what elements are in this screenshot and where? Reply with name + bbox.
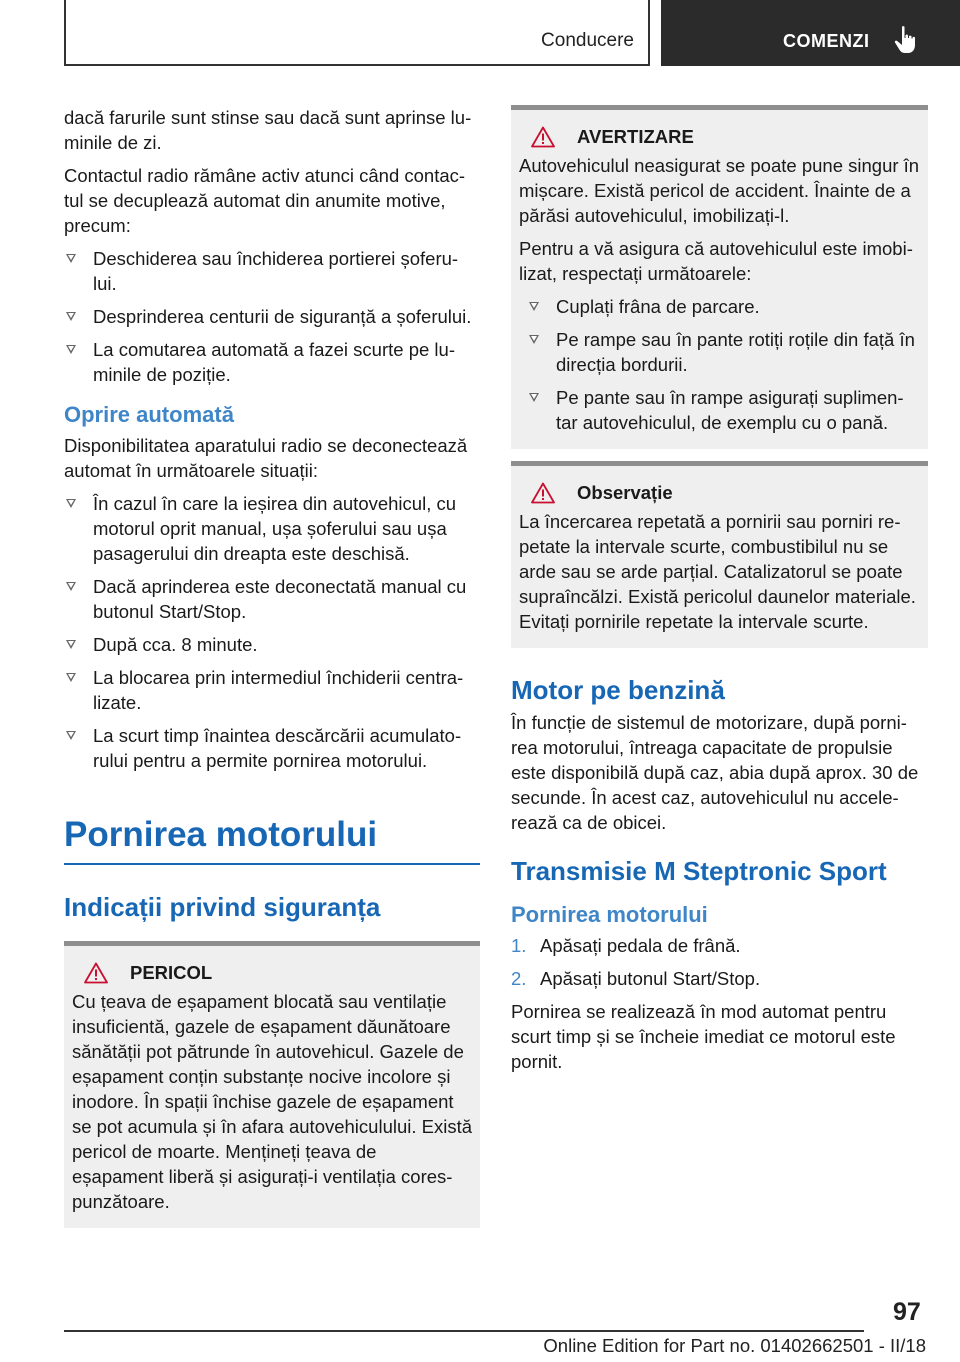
list-item: Dacă aprinderea este deconectată manual cu butonul Start/Stop. (64, 574, 480, 624)
list-item: Cuplați frâna de parcare. (527, 294, 921, 319)
page-number: 97 (893, 1298, 921, 1326)
triangle-bullet-icon (66, 254, 76, 263)
note-text: La încercarea repetată a pornirii sau porniri re-petate la intervale scurte, combustibilul nu se arde sau se arde parțial. Catalizatorul se poate supraîncălzi. Există pericolul daunelor materiale. Evitați pornirile repetate la intervale scurte. (519, 511, 916, 632)
right-column (511, 105, 928, 1082)
triangle-bullet-icon (529, 302, 539, 311)
warning-triangle-icon (531, 482, 555, 504)
warning-text: Autovehiculul neasigurat se poate pune singur în mișcare. Există pericol de accident. Înainte de a părăsi autovehiculul, imobilizați-l. (519, 155, 920, 226)
warning-header (519, 124, 921, 149)
danger-text: Cu țeava de eșapament blocată sau ventilație insuficientă, gazele de eșapament dăunătoare sănătății pot pătrunde în autovehicul. Gazele de eșapament conțin substanțe nocive incolore și inodore. În spații închise gazele de eșapament se pot acumula și în afara autovehiculului. Există pericol de moarte. Mențineți țeava de eșapament liberă și asigurați-i ventilația cores-punzătoare. (72, 991, 473, 1212)
heading-pornirea-motorului: Pornirea motorului (64, 813, 480, 865)
list-item: 1. Apăsați pedala de frână. (511, 935, 741, 956)
warning-title: AVERTIZARE (577, 126, 694, 147)
list-item: Pe pante sau în rampe asigurați suplimen-tar autovehiculul, de exemplu cu o pană. (527, 385, 921, 435)
warning-triangle-icon (531, 126, 555, 148)
danger-title: PERICOL (130, 962, 213, 983)
danger-header (72, 960, 473, 985)
heading-indicatii-siguranta: Indicații privind siguranța (64, 892, 381, 922)
bullet-list (527, 294, 921, 435)
heading-motor-benzina: Motor pe benzină (511, 675, 725, 705)
list-item: Desprinderea centurii de siguranță a șoferului. (64, 304, 480, 329)
list-item: Pe rampe sau în pante rotiți roțile din față în direcția bordurii. (527, 327, 921, 377)
footer-edition: Online Edition for Part no. 01402662501 - II/18 (543, 1335, 926, 1356)
triangle-bullet-icon (66, 731, 76, 740)
list-item: Deschiderea sau închiderea portierei șoferu-lui. (64, 246, 480, 296)
triangle-bullet-icon (529, 393, 539, 402)
bullet-list (64, 491, 480, 773)
warning-text: Pentru a vă asigura că autovehiculul este imobi-lizat, respectați următoarele: (519, 238, 913, 284)
section-title: Conducere (541, 30, 634, 51)
heading-transmisie: Transmisie M Steptronic Sport (511, 856, 887, 886)
triangle-bullet-icon (66, 345, 76, 354)
list-item: 2. Apăsați butonul Start/Stop. (511, 968, 761, 989)
paragraph: Disponibilitatea aparatului radio se deconectează automat în următoarele situații: (64, 435, 468, 481)
paragraph: Pornirea se realizează în mod automat pentru scurt timp și se încheie imediat ce motorul este pornit. (511, 1001, 896, 1072)
hand-pointer-icon (893, 25, 917, 55)
paragraph: Contactul radio rămâne activ atunci când contac-tul se decuplează automat din anumite motive, precum: (64, 165, 466, 236)
triangle-bullet-icon (66, 640, 76, 649)
paragraph: dacă farurile sunt stinse sau dacă sunt aprinse lu-minile de zi. (64, 107, 472, 153)
list-item: La scurt timp înaintea descărcării acumulato-rului pentru a permite pornirea motorului. (64, 723, 480, 773)
list-item: În cazul în care la ieșirea din autovehicul, cu motorul oprit manual, ușa șoferului sau ușa pasagerului din dreapta este deschisă. (64, 491, 480, 566)
list-item: După cca. 8 minute. (64, 632, 480, 657)
triangle-bullet-icon (66, 582, 76, 591)
chapter-title: COMENZI (783, 31, 870, 51)
note-title: Observație (577, 482, 673, 503)
header-section-tab (64, 0, 650, 66)
triangle-bullet-icon (66, 673, 76, 682)
warning-box (511, 105, 928, 449)
warning-triangle-icon (84, 962, 108, 984)
note-box (511, 461, 928, 648)
footer-divider (64, 1330, 864, 1332)
list-item: La comutarea automată a fazei scurte pe lu-minile de poziție. (64, 337, 480, 387)
left-column (64, 105, 480, 1228)
triangle-bullet-icon (529, 335, 539, 344)
header-chapter-tab[interactable] (661, 0, 960, 66)
bullet-list (64, 246, 480, 387)
list-item: La blocarea prin intermediul închiderii centra-lizate. (64, 665, 480, 715)
subheading-pornirea-motorului: Pornirea motorului (511, 902, 708, 927)
triangle-bullet-icon (66, 499, 76, 508)
danger-box (64, 941, 480, 1228)
triangle-bullet-icon (66, 312, 76, 321)
subheading-oprire-automata: Oprire automată (64, 402, 234, 427)
note-header (519, 480, 921, 505)
numbered-list (511, 933, 928, 991)
paragraph: În funcție de sistemul de motorizare, după porni-rea motorului, întreaga capacitate de propulsie este disponibilă după caz, abia după aprox. 30 de secunde. În acest caz, autovehiculul nu accele-rează ca de obicei. (511, 712, 919, 833)
